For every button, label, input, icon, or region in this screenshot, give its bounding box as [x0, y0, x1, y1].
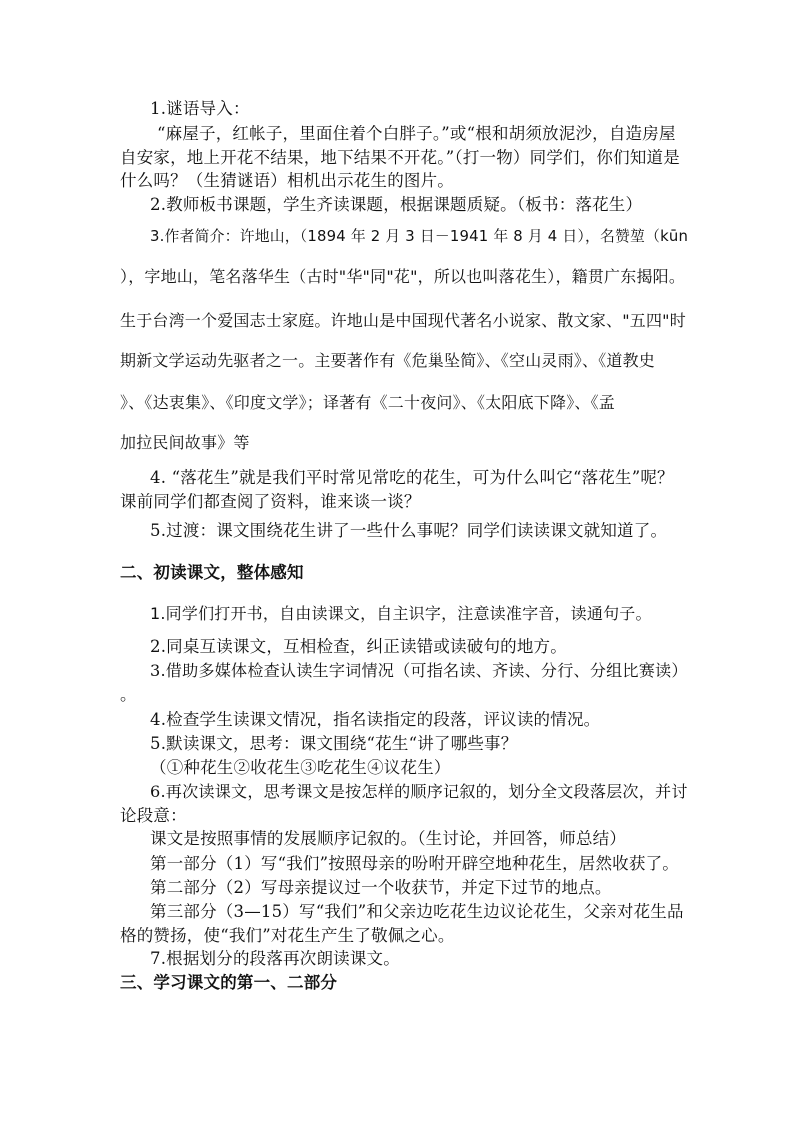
part3-summary-line-1: 第三部分（3—15）写“我们”和父亲边吃花生边议论花生，父亲对花生品 — [150, 902, 684, 921]
part3-summary-line-2: 格的赞扬，使“我们”对花生产生了敬佩之心。 — [120, 926, 455, 945]
s2-item6-line-2: 论段意： — [120, 806, 187, 825]
s2-item6-line-1: 6.再次读课文，思考课文是按怎样的顺序记叙的，划分全文段落层次，并讨 — [150, 782, 688, 801]
order-note: 课文是按照事情的发展顺序记叙的。（生讨论，并回答，师总结） — [150, 829, 627, 848]
author-intro-line-6: 加拉民间故事》等 — [120, 433, 250, 452]
s2-item3-line-1: 3.借助多媒体检查认读生字词情况（可指名读、齐读、分行、分组比赛读） — [150, 661, 688, 680]
s2-item4: 4.检查学生读课文情况，指名读指定的段落，评议读的情况。 — [150, 710, 601, 729]
s2-item5-line-1: 5.默读课文，思考：课文围绕“花生“讲了哪些事？ — [150, 734, 518, 753]
author-intro-line-1: 3.作者简介：许地山，（1894 年 2 月 3 日－1941 年 8 月 4 日），名赞堃（kūn — [150, 228, 689, 245]
item5-transition: 5.过渡：课文围绕花生讲了一些什么事呢？同学们读读课文就知道了。 — [150, 521, 668, 540]
item4-line-1: 4. “落花生”就是我们平时常见常吃的花生，可为什么叫它“落花生”呢？ — [150, 468, 674, 487]
author-intro-line-4: 期新文学运动先驱者之一。主要著作有《危巢坠简》、《空山灵雨》、《道教史 — [120, 351, 656, 370]
part1-summary: 第一部分（1）写“我们”按照母亲的吩咐开辟空地种花生，居然收获了。 — [150, 854, 679, 873]
item4-line-2: 课前同学们都查阅了资料，谁来谈一谈？ — [120, 492, 421, 511]
item2-board-title: 2.教师板书课题，学生齐读课题，根据课题质疑。（板书：落花生） — [150, 195, 643, 214]
s2-item5-line-2: （①种花生②收花生③吃花生④议花生） — [150, 758, 451, 777]
riddle-line-3: 什么吗？（生猜谜语）相机出示花生的图片。 — [120, 171, 454, 190]
s2-item1: 1.同学们打开书，自由读课文，自主识字，注意读准字音，读通句子。 — [150, 604, 652, 623]
section2-heading: 二、初读课文，整体感知 — [120, 563, 304, 582]
part2-summary: 第二部分（2）写母亲提议过一个收获节，并定下过节的地点。 — [150, 878, 612, 897]
author-intro-line-2: ），字地山，笔名落华生（古时"华"同"花"，所以也叫落花生），籍贯广东揭阳。 — [120, 267, 686, 286]
section3-heading: 三、学习课文的第一、二部分 — [120, 973, 338, 992]
s2-item3-line-2: 。 — [120, 685, 137, 704]
author-intro-line-3: 生于台湾一个爱国志士家庭。许地山是中国现代著名小说家、散文家、"五四"时 — [120, 311, 686, 330]
author-intro-line-5: 》、《达衷集》、《印度文学》；译著有《二十夜问》、《太阳底下降》、《孟 — [120, 393, 616, 412]
s2-item2: 2.同桌互读课文，互相检查，纠正读错或读破句的地方。 — [150, 637, 567, 656]
s2-item7: 7.根据划分的段落再次朗读课文。 — [150, 949, 400, 968]
riddle-line-1: “麻屋子，红帐子，里面住着个白胖子。”或“根和胡须放泥沙，自造房屋 — [157, 124, 676, 143]
item1-heading: 1.谜语导入： — [150, 99, 250, 118]
riddle-line-2: 自安家，地上开花不结果，地下结果不开花。”（打一物）同学们，你们知道是 — [120, 148, 680, 167]
